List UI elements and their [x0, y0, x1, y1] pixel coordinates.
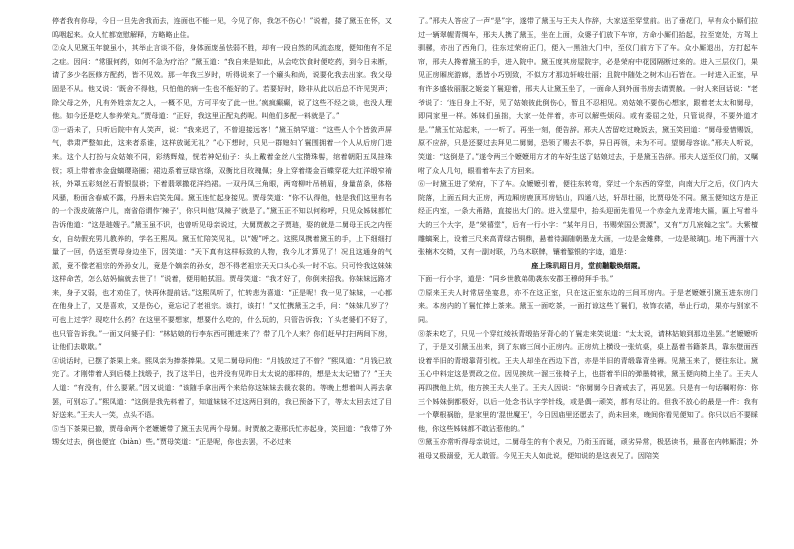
paragraph: ⑦原来王夫人时常居坐宴息，亦不在这正室，只在这正室东边的三间耳房内。于是老嬷嬷引黛玉进东房门来。本房内的丫鬟忙捧上茶来。黛玉一面吃茶，一面打谅这些丫鬟们，妆饰衣裙，举止行动，果亦与别家不同。	[418, 287, 758, 325]
paragraph: 了。”邢夫人答应了一声“是”字，遂带了黛玉与王夫人作辞，大家送至穿堂前。出了垂花门，早有众小厮们拉过一辆翠幄青绸车，邢夫人携了黛玉，坐在上面，众婆子们放下车帘，方命小厮们抬起，拉至宽处，方驾上驯骡，亦出了西角门，往东过荣府正门，便入一黑油大门中，至仪门前方下了车。众小厮退出，方打起车帘，邢夫人搀着黛玉的手，进入院中。黛玉度其房屋院宇，必是荣府中花园隔断过来的。进入三层仪门，果见正房厢庑游廊，悉皆小巧别致，不似方才那边轩峻壮丽；且院中随处之树木山石皆在。一时进入正室，早有许多盛妆丽服之姬妾丫鬟迎着，邢夫人让黛玉坐了，一面命人到外面书房去请贾赦。一时人来回话说：“老爷说了：‘连日身上不好，见了姑娘彼此倒伤心，暂且不忍相见。劝姑娘不要伤心想家，跟着老太太和舅母，即同家里一样。姊妹们虽拙，大家一处伴着，亦可以解些烦闷。或有委屈之处，只管说得，不要外道才是。’”黛玉忙站起来，一一听了。再坐一刻，便告辞。邢夫人苦留吃过晚饭去，黛玉笑回道：“舅母爱惜赐饭，原不应辞，只是还要过去拜见二舅舅，恐领了赐去不恭，异日再领，未为不可。望舅母容谅。”邢夫人听说，笑道：“这倒是了。”遂令两三个嬷嬷用方才的车好生送了姑娘过去，于是黛玉告辞。邢夫人送至仪门前，又嘱咐了众人几句，眼看着车去了方回来。	[418, 16, 758, 175]
paragraph: ⑥一时黛玉进了荣府，下了车。众嬷嬷引着，便往东转弯，穿过一个东西的穿堂，向南大厅之后，仪门内大院落，上面五间大正房，两边厢房鹿顶耳房钻山，四通八达，轩昂壮丽，比贾母处不同。黛玉便知这方是正经正内室，一条大甬路，直接出大门的。进入堂屋中，抬头迎面先看见一个赤金九龙青地大匾，匾上写着斗大的三个大字，是“荣禧堂”，后有一行小字：“某年月日，书赐荣国公贾源”，又有“万几宸翰之宝”。大紫檀雕螭案上，设着三尺来高青绿古铜鼎，悬着待漏随朝墨龙大画，一边是金蜼彝，一边是玻璃𬮸。地下两溜十六张楠木交椅，又有一副对联，乃乌木联牌，镶着錾银的字迹，道是：	[418, 179, 758, 257]
paragraph: 停者我有你母，今日一旦先舍我而去，连面也不能一见，今见了你，我怎不伤心！”说着，搂了黛玉在怀，又呜咽起来。众人忙都宽慰解释，方略略止住。	[52, 16, 392, 39]
left-column	[52, 14, 392, 542]
paragraph: ②众人见黛玉年貌虽小，其举止言谈不俗，身体面庞虽怯弱不胜，却有一段自然的风流态度，便知他有不足之症。因问：“常服何药，如何不急为疗治？”黛玉道：“我自来是如此，从会吃饮食时便吃药，到今日未断，请了多少名医修方配药，皆不见效。那一年我三岁时，听得说来了一个癞头和尚，说要化我去出家。我父母固是不从。他又说：‘既舍不得他，只怕他的病一生也不能好的了。若要好时，除非从此以后总不许见哭声；除父母之外，凡有外姓亲友之人，一概不见，方可平安了此一世。’疯疯癫癫，说了这些不经之谈，也没人理他。如今还是吃人参养荣丸。”贾母道：“正好，我这里正配丸药呢。叫他们多配一料就是了。”	[52, 43, 392, 121]
paragraph: 下面一行小字，道是：“同乡世教弟勋袭东安郡王穆莳拜手书。”	[418, 274, 614, 284]
couplet: 座上珠玑昭日月，堂前黼黻焕烟霞。	[531, 260, 645, 270]
paragraph: ⑧茶未吃了，只见一个穿红绫袄青缎掐牙背心的丫鬟走来笑说道：“太太说，请林姑娘到那边坐罢。”老嬷嬷听了，于是又引黛玉出来，到了东廊三间小正房内。正房炕上横设一张炕桌，桌上磊着书籍茶具，靠东壁面西设着半旧的青缎靠背引枕。王夫人却坐在西边下首，亦是半旧的青缎靠背坐褥。见黛玉来了，便往东让。黛玉心中料定这是贾政之位。因见挨炕一溜三张椅子上，也搭着半旧的弹墨椅袱，黛玉便向椅上坐了。王夫人再四携他上炕，他方挨王夫人坐了。王夫人因说：“你舅舅今日斋戒去了，再见罢。只是有一句话嘱咐你：你三个姊妹倒都极好，以后一处念书认字学针线，或是偶一顽笑，都有尽让的。但我不放心的最是一件：我有一个孽根祸胎，是家里的‘混世魔王’，今日因庙里还愿去了，尚未回来，晚间你看见便知了。你只以后不要睬他，你这些姊妹都不敢沾惹他的。”	[418, 328, 758, 433]
paragraph: ⑤当下茶果已撤，贾母命两个老嬷嬷带了黛玉去见两个母舅。时贾赦之妻邢氏忙亦起身，笑回道：“我带了外甥女过去，倒也便宜（biàn）些。”贾母笑道：“正是呢，你也去罢，不必过来	[52, 423, 392, 447]
right-column	[418, 14, 758, 542]
paragraph: ⑨黛玉亦常听得母亲说过，二舅母生的有个表兄，乃衔玉而诞，顽劣异常，极恶读书，最喜在内帏厮混；外祖母又极溺爱，无人敢管。今见王夫人如此说，便知说的是这表兄了。因陪笑	[418, 437, 758, 460]
paragraph: ④说话时，已摆了茶果上来。熙凤亲为捧茶捧果。又见二舅母问他：“月钱放过了不曾？”熙凤道：“月钱已放完了。才刚带着人到后楼上找缎子，找了这半日，也并没有见昨日太太说的那样的，想是太太记错了？”王夫人道：“有没有，什么要紧。”因又说道：“该随手拿出两个来给你这妹妹去裁衣裳的。等晚上想着叫人再去拿罢，可别忘了。”熙凤道：“这倒是我先料着了，知道妹妹不过这两日到的，我已预备下了，等太太回去过了目好送来。”王夫人一笑，点头不语。	[52, 355, 392, 420]
paragraph: ③一语未了，只听后院中有人笑声，说：“我来迟了，不曾迎接远客！”黛玉纳罕道：“这些人个个皆敛声屏气，恭肃严整如此，这来者系谁，这样放诞无礼？”心下想时，只见一群媳妇丫鬟围拥着一个人从后房门进来。这个人打扮与众姑娘不同，彩绣辉煌，恍若神妃仙子：头上戴着金丝八宝攒珠髻，绾着朝阳五凤挂珠钗；项上带着赤金盘螭璎珞圈；裙边系着豆绿宫绦，双衡比目玫瑰佩；身上穿着缕金百蝶穿花大红洋缎窄褃袄，外罩五彩刻丝石青银鼠褂；下着翡翠撒花洋绉裙。一双丹凤三角眼，两弯柳叶吊梢眉，身量苗条，体格风骚，粉面含春威不露，丹唇未启笑先闻。黛玉连忙起身接见。贾母笑道：“你不认得他，他是我们这里有名的一个泼皮破落户儿，南省俗谓作‘辣子’，你只叫他‘凤辣子’就是了。”黛玉正不知以何称呼，只见众姊妹都忙告诉他道：“这是琏嫂子。”黛玉虽不识，也曾听见母亲说过，大舅贾赦之子贾琏，娶的就是二舅母王氏之内侄女，自幼假充男儿教养的，学名王熙凤。黛玉忙陪笑见礼，以“嫂”呼之。这熙凤携着黛玉的手，上下细细打量了一回，仍送至贾母身边坐下，因笑道：“天下真有这样标致的人物，我今儿才算见了！况且这通身的气派，竟不像老祖宗的外孙女儿，竟是个嫡亲的孙女，怨不得老祖宗天天口头心头一时不忘。只可怜我这妹妹这样命苦，怎么姑妈偏就去世了！”说着，便用帕拭泪。贾母笑道：“我才好了，你倒来招我。你妹妹远路才来，身子又弱，也才劝住了，快再休提前话。”这熙凤听了，忙转悲为喜道：“正是呢！我一见了妹妹，一心都在他身上了，又是喜欢，又是伤心，竟忘记了老祖宗。该打，该打！”又忙携黛玉之手，问：“妹妹几岁了？可也上过学？现吃什么药？在这里不要想家，想要什么吃的，什么玩的，只管告诉我；丫头老婆们不好了，也只管告诉我。”一面又问婆子们：“林姑娘的行李东西可搬进来了？带了几个人来？你们赶早打扫两间下房，让他们去歇歇。”	[52, 124, 392, 352]
